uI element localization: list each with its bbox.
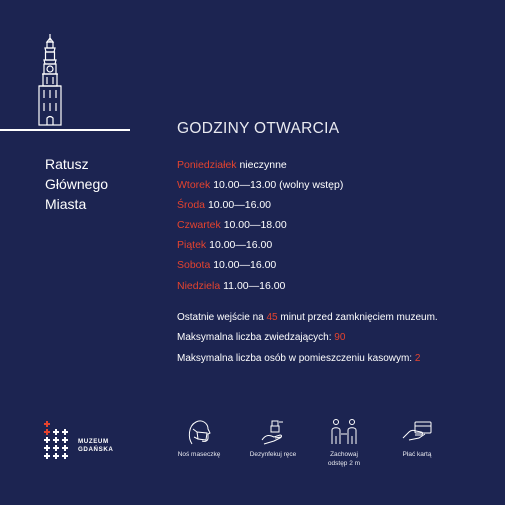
max-visitors-label: Maksymalna liczba zwiedzających: [177, 332, 332, 344]
day-label: Poniedziałek [177, 159, 237, 171]
last-entry-suffix: minut przed zamknięciem muzeum. [280, 312, 438, 323]
day-hours: nieczynne [239, 159, 287, 171]
day-hours: 10.00—16.00 [213, 259, 277, 272]
social-distance-icon [329, 418, 359, 446]
hours-row-tuesday [177, 175, 343, 195]
hours-row-sunday [177, 276, 343, 296]
hours-row-thursday [177, 215, 343, 235]
opening-hours-list [177, 155, 343, 296]
logo-text-line: MUZEUM [78, 438, 109, 445]
hours-row-saturday [177, 255, 343, 275]
town-hall-tower-icon [33, 34, 67, 126]
last-entry-info [177, 308, 438, 328]
rule-label: Dezynfekuj ręce [249, 451, 297, 458]
day-label: Niedziela [177, 279, 221, 292]
day-hours: 10.00—18.00 [223, 219, 287, 232]
rule-hand-sanitizer [244, 418, 302, 459]
hours-row-monday [177, 155, 343, 175]
day-label: Piątek [177, 239, 207, 252]
day-label: Czwartek [177, 219, 221, 232]
day-label: Wtorek [177, 179, 211, 192]
museum-name-line: Miasta [45, 196, 87, 212]
max-cashier-value: 2 [414, 352, 421, 364]
rule-label: Płać kartą [402, 451, 432, 458]
card-payment-icon [401, 418, 433, 446]
tower-base-line [0, 129, 130, 131]
rule-social-distance [315, 418, 373, 468]
day-label: Sobota [177, 259, 211, 272]
day-hours: 10.00—13.00 (wolny wstęp) [213, 179, 344, 192]
day-hours: 10.00—16.00 [207, 199, 272, 212]
day-label: Środa [177, 199, 206, 212]
rule-card-payment [388, 418, 446, 459]
day-hours: 10.00—16.00 [209, 239, 273, 252]
rule-face-mask [170, 418, 228, 459]
museum-name-line: Ratusz [45, 156, 89, 172]
hours-row-friday [177, 235, 343, 255]
max-cashier-label: Maksymalna liczba osób w pomieszczeniu kasowym: [177, 352, 413, 364]
visitor-info [177, 308, 438, 369]
museum-logo-text [78, 438, 113, 454]
opening-hours-heading: GODZINY OTWARCIA [177, 120, 340, 137]
max-cashier-info [177, 349, 438, 369]
last-entry-minutes: 45 [266, 312, 278, 323]
face-mask-icon [186, 418, 212, 446]
hand-sanitizer-icon [259, 418, 287, 446]
museum-name [45, 154, 145, 214]
rule-label: Noś maseczkę [177, 451, 221, 458]
rule-label: odstęp 2 m [327, 460, 361, 467]
max-visitors-info [177, 328, 438, 348]
museum-name-line: Głównego [45, 176, 109, 192]
logo-text-line: GDAŃSKA [78, 446, 114, 453]
rule-label: Zachowaj [330, 451, 358, 458]
last-entry-prefix: Ostatnie wejście na [177, 312, 264, 323]
hours-row-wednesday [177, 195, 343, 215]
max-visitors-value: 90 [334, 332, 346, 344]
day-hours: 11.00—16.00 [223, 279, 286, 292]
